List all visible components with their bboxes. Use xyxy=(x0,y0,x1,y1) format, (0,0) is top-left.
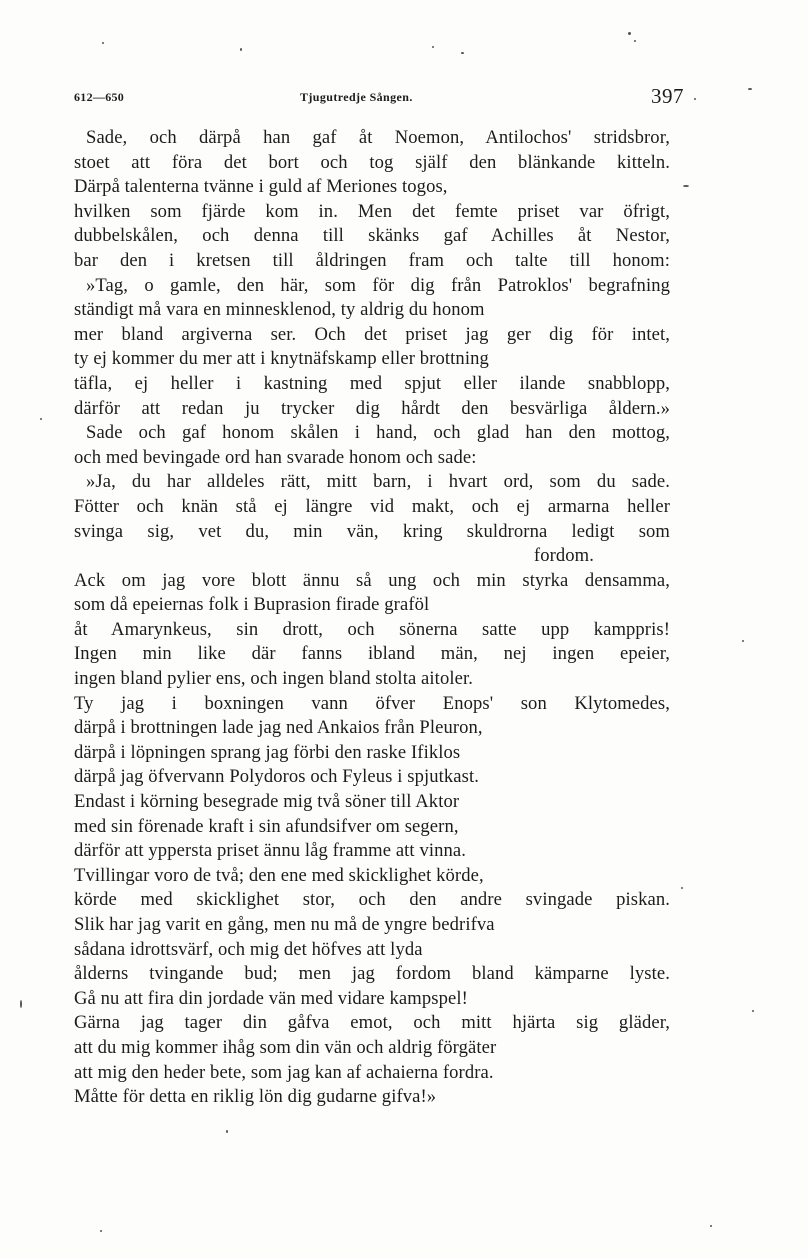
poem-text-block xyxy=(74,126,670,1110)
scan-speck xyxy=(748,88,752,90)
verse-range: 612—650 xyxy=(74,90,125,104)
scan-speck xyxy=(634,40,636,42)
poem-line: Måtte för detta en riklig lön dig gudarne gifva!» xyxy=(74,1086,437,1108)
scan-speck xyxy=(461,52,464,54)
poem-line: ständigt må vara en minnesklenod, ty aldrig du honom xyxy=(74,299,485,321)
poem-line: ingen bland pylier ens, och ingen bland stolta aitoler. xyxy=(74,668,473,690)
scan-speck xyxy=(40,418,42,420)
poem-line: och med bevingade ord han svarade honom och sade: xyxy=(74,446,477,468)
poem-line: att mig den heder bete, som jag kan af achaierna fordra. xyxy=(74,1061,494,1083)
poem-line: Gå nu att fira din jordade vän med vidare kampspel! xyxy=(74,987,468,1009)
scan-speck xyxy=(432,46,434,48)
poem-line: Slik har jag varit en gång, men nu må de yngre bedrifva xyxy=(74,914,495,935)
poem-line: fordom. xyxy=(533,545,594,567)
poem-line: dubbelskålen, och denna till skänks gaf Achilles åt Nestor, xyxy=(74,225,670,247)
poem-line: stoet att föra det bort och tog själf den blänkande kitteln. xyxy=(74,151,670,173)
scan-speck xyxy=(100,1230,102,1232)
poem-line: därpå jag öfvervann Polydoros och Fyleus i spjutkast. xyxy=(74,766,480,788)
poem-line: Ty jag i boxningen vann öfver Enops' son Klytomedes, xyxy=(74,692,670,714)
poem-line: täfla, ej heller i kastning med spjut eller ilande snabblopp, xyxy=(74,372,670,394)
scan-speck xyxy=(20,1000,22,1008)
poem-line: »Ja, du har alldeles rätt, mitt barn, i hvart ord, som du sade. xyxy=(86,471,670,493)
scan-speck xyxy=(752,1010,754,1012)
poem-line: sådana idrottsvärf, och mig det höfves att lyda xyxy=(74,938,423,960)
poem-line: att du mig kommer ihåg som din vän och aldrig förgäter xyxy=(74,1036,497,1058)
poem-line: åt Amarynkeus, sin drott, och sönerna satte upp kamppris! xyxy=(74,618,670,640)
song-title: Tjugutredje Sången. xyxy=(300,90,413,104)
poem-line: ålderns tvingande bud; men jag fordom bland kämparne lyste. xyxy=(74,963,670,985)
poem-line: Därpå talenterna tvänne i guld af Meriones togos, xyxy=(74,176,448,198)
poem-line: hvilken som fjärde kom in. Men det femte priset var öfrigt, xyxy=(74,200,670,222)
poem-line: Sade och gaf honom skålen i hand, och glad han den mottog, xyxy=(86,422,670,444)
scan-speck xyxy=(102,42,104,44)
running-head xyxy=(74,84,684,110)
poem-line: Sade, och därpå han gaf åt Noemon, Antilochos' stridsbror, xyxy=(86,127,670,148)
scan-speck xyxy=(681,887,683,889)
page-number: 397 xyxy=(651,84,684,108)
poem-line: bar den i kretsen till åldringen fram och talte till honom: xyxy=(74,249,670,271)
poem-line: därpå i löpningen sprang jag förbi den raske Ifiklos xyxy=(74,741,461,763)
scan-speck xyxy=(683,185,689,187)
scan-speck xyxy=(742,640,744,642)
poem-line: därför att yppersta priset ännu låg framme att vinna. xyxy=(74,840,467,862)
poem-line: mer bland argiverna ser. Och det priset jag ger dig för intet, xyxy=(74,323,670,345)
poem-line: körde med skicklighet stor, och den andre svingade piskan. xyxy=(74,889,670,911)
poem-line: därpå i brottningen lade jag ned Ankaios från Pleuron, xyxy=(74,717,483,739)
scan-speck xyxy=(628,32,631,35)
scan-speck xyxy=(240,48,242,51)
poem-line: Ingen min like där fanns ibland män, nej ingen epeier, xyxy=(74,643,670,665)
poem-line: Gärna jag tager din gåfva emot, och mitt hjärta sig gläder, xyxy=(74,1012,670,1034)
poem-line: Fötter och knän stå ej längre vid makt, och ej armarna heller xyxy=(74,495,670,517)
poem-line: svinga sig, vet du, min vän, kring skuldrorna ledigt som xyxy=(74,520,670,542)
scan-speck xyxy=(710,1225,712,1227)
scan-speck xyxy=(226,1130,228,1133)
poem-line: därför att redan ju trycker dig hårdt den besvärliga åldern.» xyxy=(74,397,670,419)
poem-line: Endast i körning besegrade mig två söner till Aktor xyxy=(74,791,460,813)
poem-line: ty ej kommer du mer att i knytnäfskamp eller brottning xyxy=(74,348,489,370)
poem-line: som då epeiernas folk i Buprasion firade graföl xyxy=(74,594,430,616)
poem-line: Ack om jag vore blott ännu så ung och min styrka densamma, xyxy=(74,569,670,591)
poem-line: Tvillingar voro de två; den ene med skicklighet körde, xyxy=(74,864,484,886)
poem-line: »Tag, o gamle, den här, som för dig från Patroklos' begrafning xyxy=(86,274,670,296)
scan-speck xyxy=(694,98,696,100)
poem-line: med sin förenade kraft i sin afundsifver om segern, xyxy=(74,815,459,837)
